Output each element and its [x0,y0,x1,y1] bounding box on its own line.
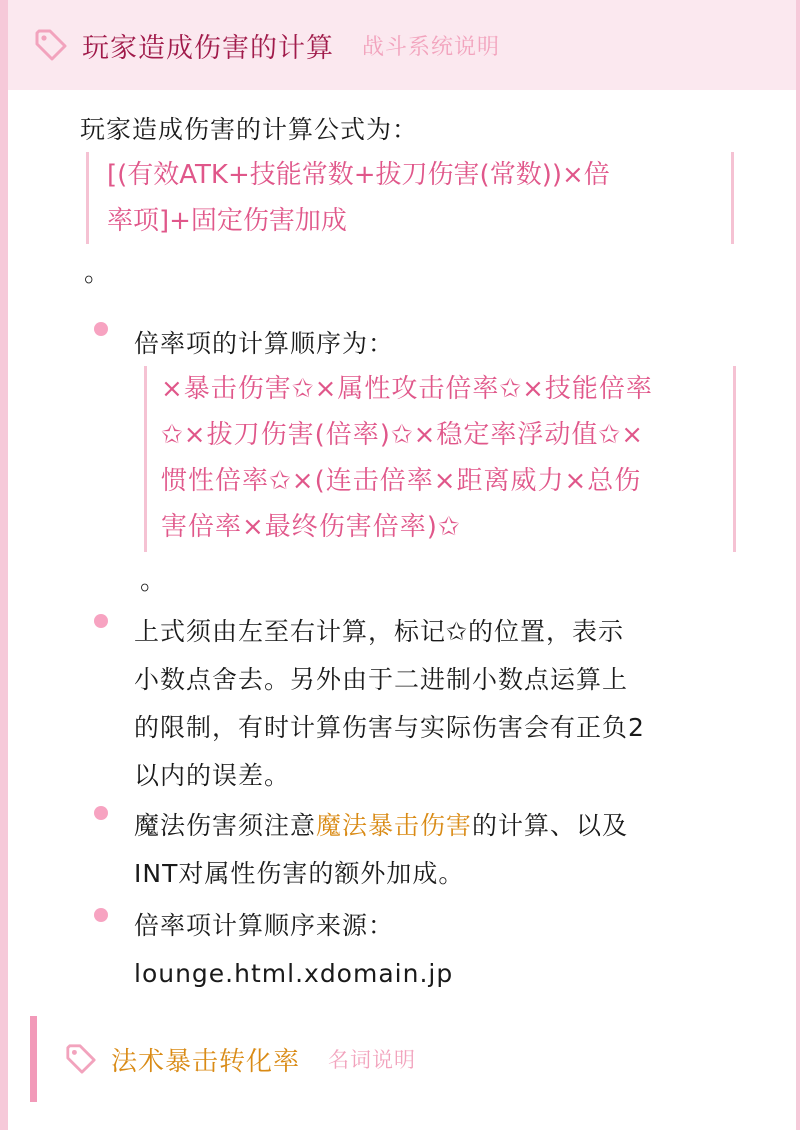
source-text [134,902,453,998]
source-label: 倍率项计算顺序来源： [134,911,395,940]
note-line: 以内的误差。 [134,761,291,790]
note-text [134,608,645,800]
section-header [8,0,796,90]
order-line: 惯性倍率✩×(连击倍率×距离威力×总伤 [161,466,642,496]
order-end: 。 [140,566,167,596]
note-line: 上式须由左至右计算，标记✩的位置，表示 [134,617,624,646]
note-line: 小数点舍去。另外由于二进制小数点运算上 [134,665,629,694]
tag-icon [34,28,68,62]
page-left-border [0,0,8,1130]
order-box [144,366,736,552]
next-section-title: 法术暴击转化率 [111,1046,301,1077]
bullet-dot [94,322,108,336]
formula-end: 。 [84,258,111,288]
order-line: ✩×拔刀伤害(倍率)✩×稳定率浮动值✩× [161,420,644,450]
magic-text [134,802,628,898]
bullet-dot [94,614,108,628]
formula-line: 率项]+固定伤害加成 [107,206,347,236]
next-section-subtitle: 名词说明 [328,1048,417,1072]
section-subtitle: 战斗系统说明 [362,34,501,60]
tag-icon [65,1043,97,1075]
magic-prefix: 魔法伤害须注意 [134,811,317,840]
magic-line2: INT对属性伤害的额外加成。 [134,859,465,888]
bullet-dot [94,806,108,820]
page-right-border [796,0,800,1130]
order-label: 倍率项的计算顺序为： [134,329,395,358]
magic-crit-link[interactable]: 魔法暴击伤害 [316,811,473,840]
source-url: lounge.html.xdomain.jp [134,959,454,988]
order-line: 害倍率×最终伤害倍率)✩ [161,512,461,542]
magic-suffix: 的计算、以及 [472,811,629,840]
order-line: ×暴击伤害✩×属性攻击倍率✩×技能倍率 [161,374,653,404]
next-section-header[interactable] [30,1016,800,1102]
formula-line: [(有效ATK+技能常数+拔刀伤害(常数))×倍 [107,160,610,190]
intro-text: 玩家造成伤害的计算公式为： [80,115,419,144]
bullet-dot [94,908,108,922]
formula-box [86,152,734,244]
note-line: 的限制，有时计算伤害与实际伤害会有正负2 [134,713,645,742]
section-title: 玩家造成伤害的计算 [82,32,334,64]
